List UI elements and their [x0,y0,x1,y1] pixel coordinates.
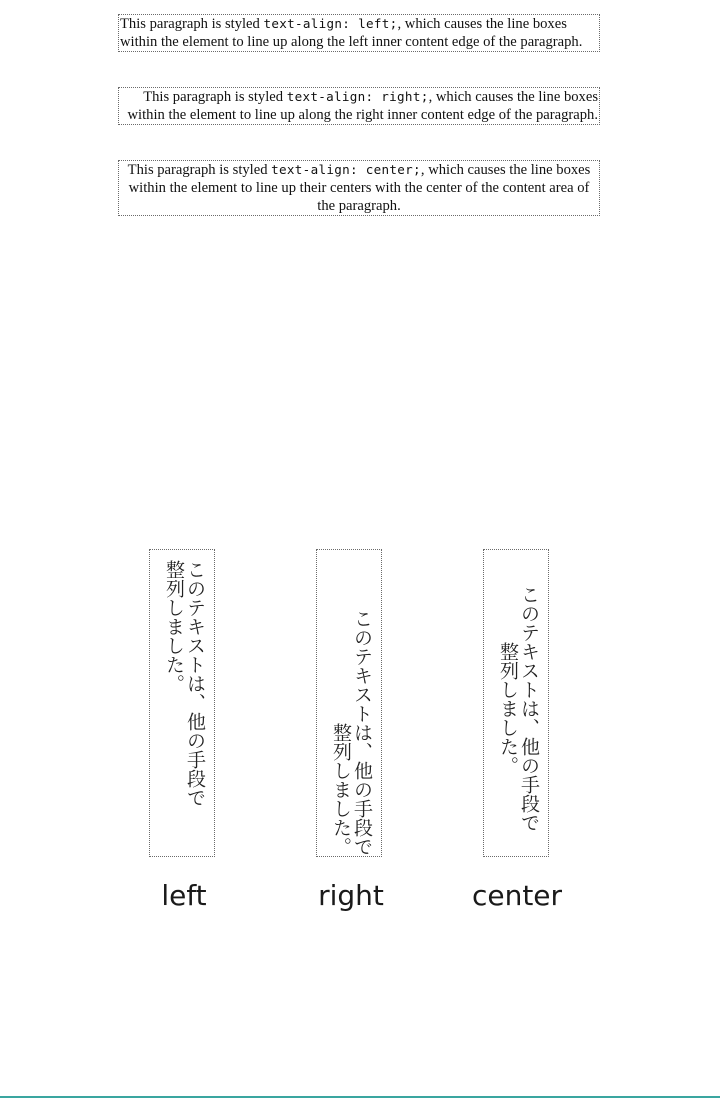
vertical-text-box-right [316,549,382,857]
paragraph-text-align-left [118,14,600,52]
vertical-text-box-center [483,549,549,857]
caption-center: center [471,879,563,912]
vertical-text-box-left [149,549,215,857]
paragraph-text-align-right [118,87,600,125]
vertical-text-line-2: 整列しました。 [163,560,185,693]
caption-left: left [161,879,207,912]
paragraph-right-code: text-align: right; [286,89,429,104]
paragraph-text-align-center [118,160,600,216]
paragraph-center-code: text-align: center; [271,162,421,177]
vertical-text-line-2: 整列しました。 [330,723,352,856]
paragraph-center-before: This paragraph is styled [127,162,272,178]
paragraph-left-code: text-align: left; [263,16,398,31]
vertical-text-line-1: このテキストは、他の手段で [184,560,206,807]
paragraph-right-after: , which causes the line boxes within the element to line up along the right inner content edge of the paragraph. [127,89,598,123]
paragraph-left-before: This paragraph is styled [120,16,264,32]
vertical-text-line-1: このテキストは、他の手段で [518,584,540,832]
vertical-text-line-2: 整列しました。 [497,641,519,775]
vertical-text-line-1: このテキストは、他の手段で [351,609,373,856]
paragraph-left-after: , which causes the line boxes within the element to line up along the left inner content edge of the paragraph. [120,16,583,50]
paragraph-right-before: This paragraph is styled [143,89,287,105]
paragraph-center-after: , which causes the line boxes within the element to line up their centers with the center of the content area of the paragraph. [128,162,591,214]
caption-right: right [318,879,384,912]
